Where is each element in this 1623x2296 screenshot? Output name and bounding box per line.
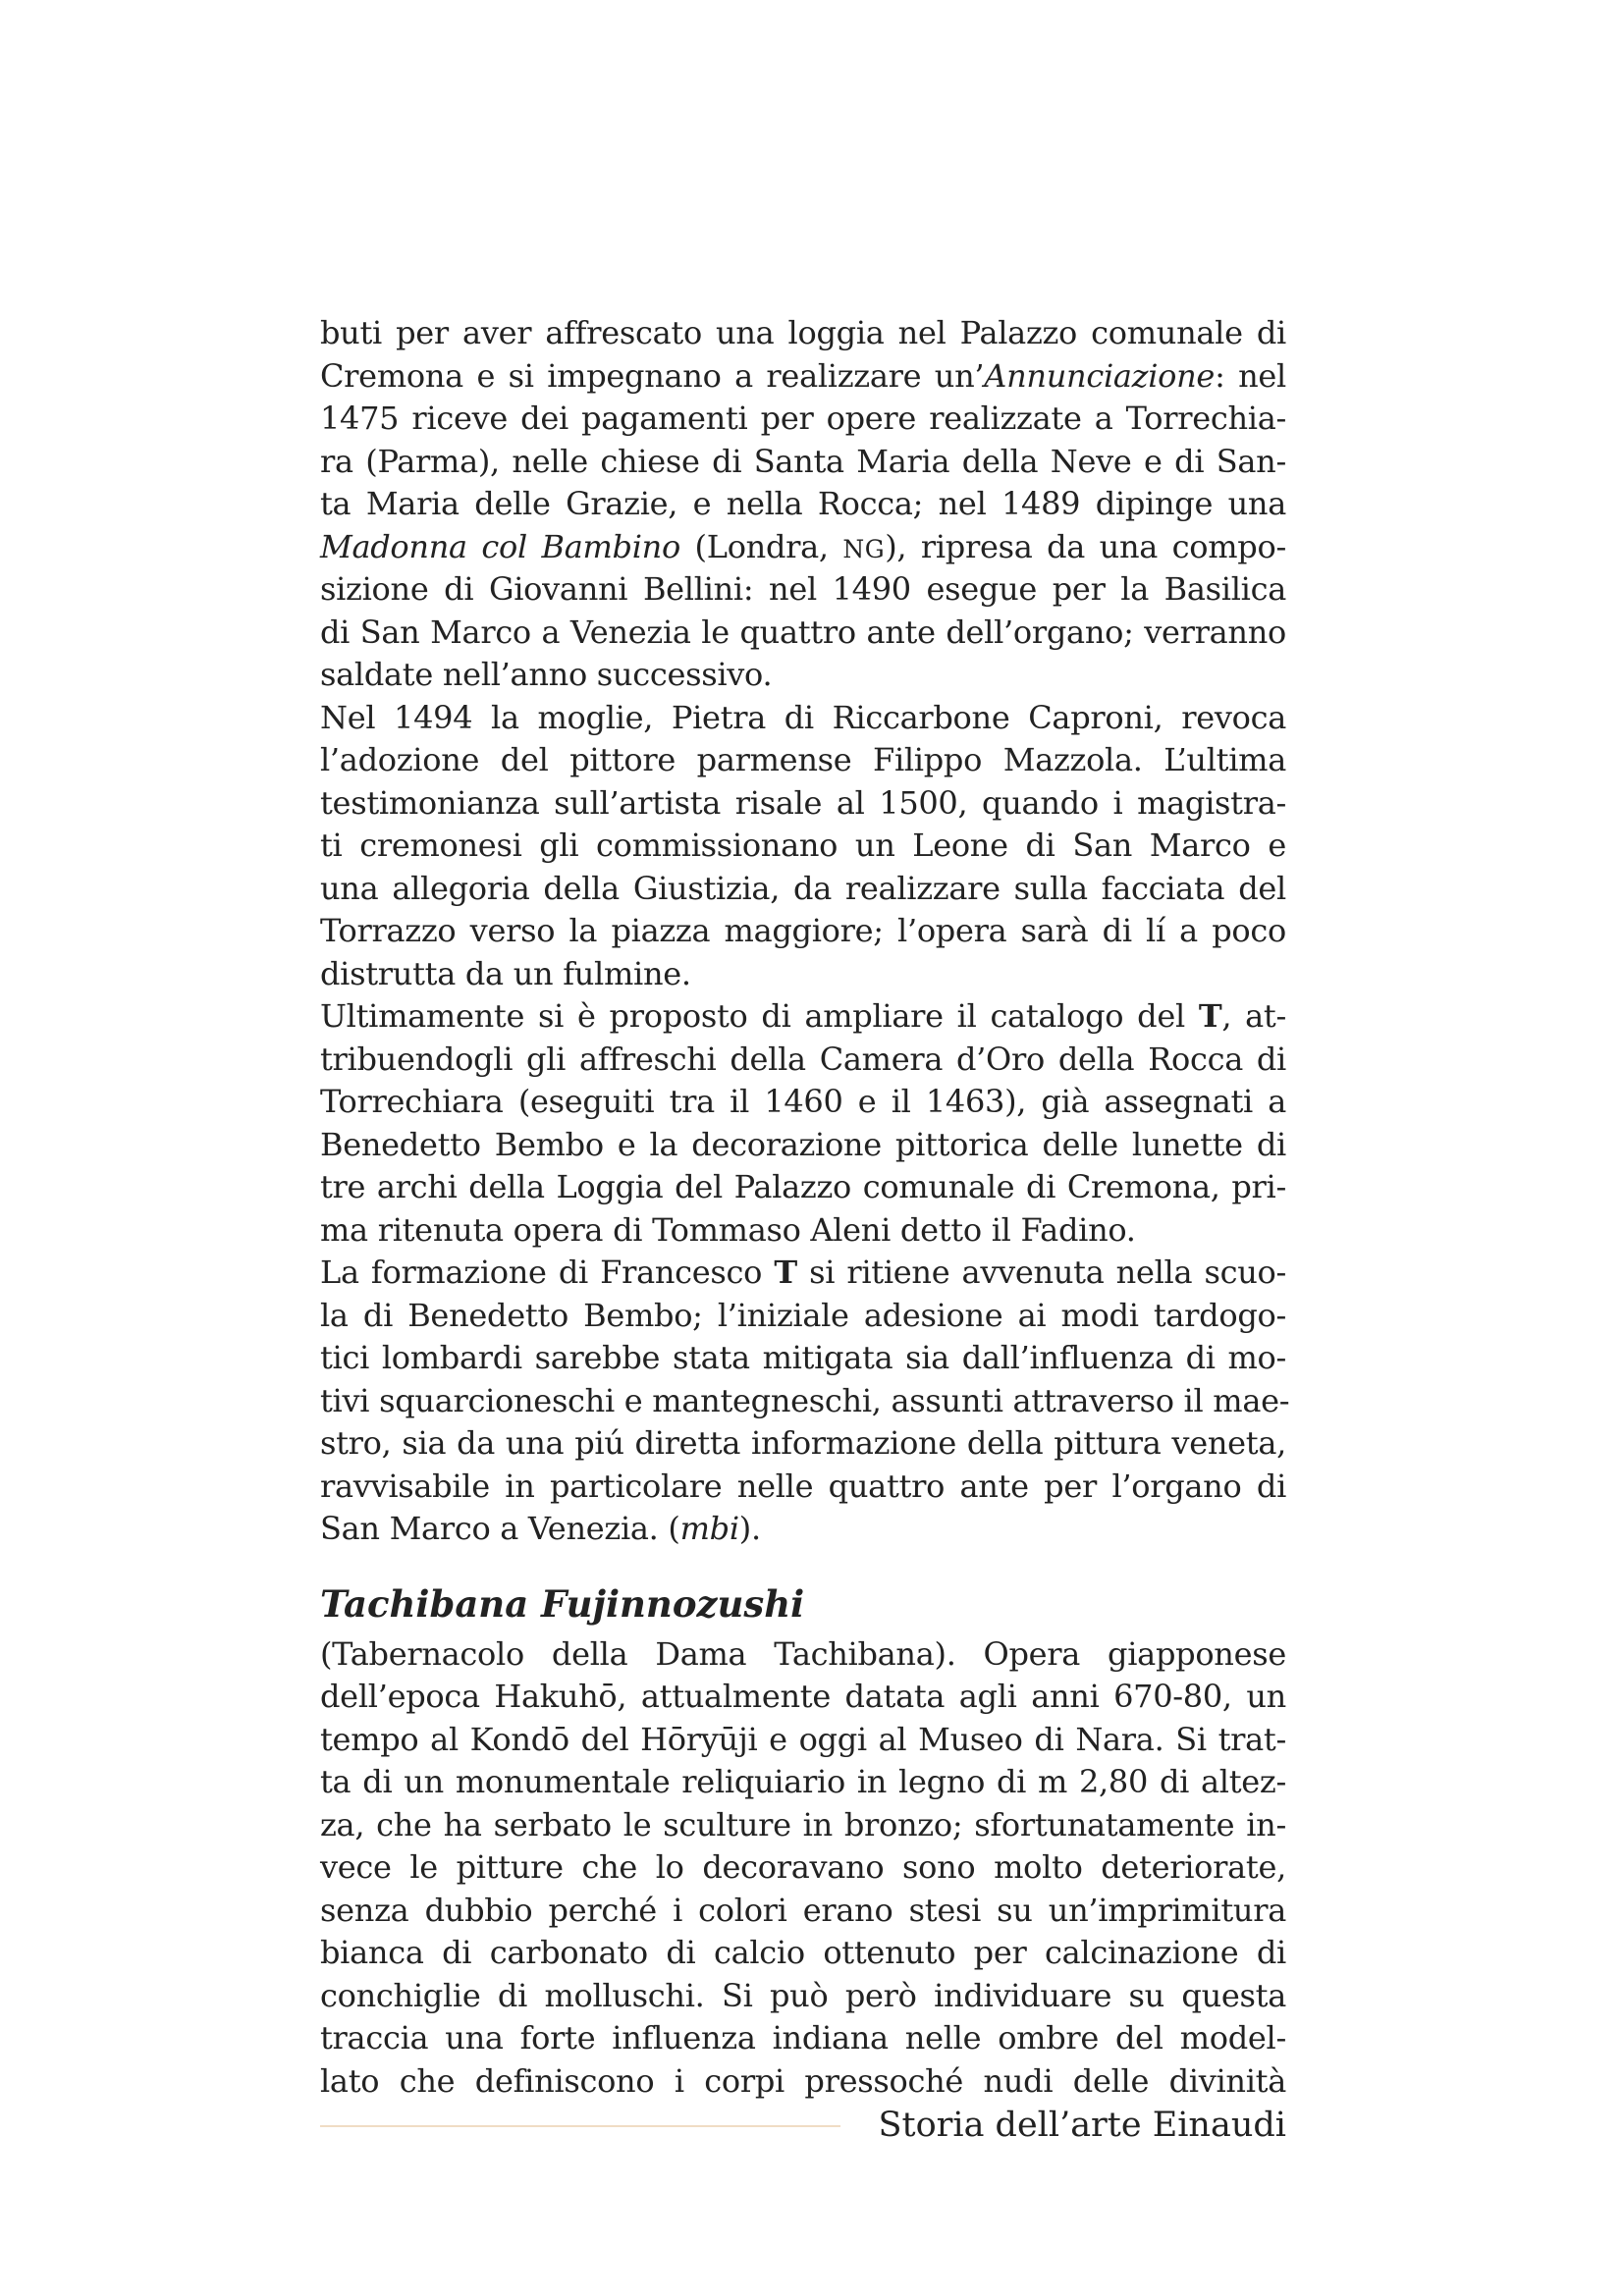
text-run: , at- xyxy=(1221,997,1286,1035)
text-run: Cremona e si impegnano a realizzare un’ xyxy=(320,356,985,395)
text-line xyxy=(320,953,1286,996)
text-run: testimonianza sull’artista risale al 1500, quando i magistra- xyxy=(320,783,1286,822)
text-line xyxy=(320,441,1286,484)
text-run: buti per aver affrescato una loggia nel Palazzo comunale di xyxy=(320,314,1286,351)
text-run: Torrazzo verso la piazza maggiore; l’opera sarà di lí a poco xyxy=(320,912,1286,949)
text-line xyxy=(320,355,1286,399)
text-line xyxy=(320,612,1286,655)
text-line xyxy=(320,1039,1286,1082)
text-run: tribuendogli gli affreschi della Camera d’Oro della Rocca di xyxy=(320,1040,1286,1078)
text-line xyxy=(320,1508,1286,1551)
text-run: vece le pitture che lo decoravano sono molto deteriorate, xyxy=(320,1848,1286,1886)
text-run: La formazione di Francesco xyxy=(320,1254,775,1291)
page-body xyxy=(320,312,1290,2100)
text-line xyxy=(320,568,1286,612)
text-run: stro, sia da una piú diretta informazione della pittura veneta, xyxy=(320,1424,1286,1462)
text-line xyxy=(320,1890,1286,1933)
text-line xyxy=(320,1466,1286,1509)
text-run: Benedetto Bembo e la decorazione pittorica delle lunette di xyxy=(320,1125,1286,1163)
text-line xyxy=(320,654,1286,697)
italic-title: Annunciazione xyxy=(984,356,1216,395)
text-run: (Tabernacolo della Dama Tachibana). Opera giapponese xyxy=(320,1634,1286,1673)
text-run: za, che ha serbato le sculture in bronzo; sfortunatamente in- xyxy=(320,1805,1286,1843)
bold-abbreviation: T xyxy=(1198,997,1222,1035)
text-run: distrutta da un fulmine. xyxy=(320,954,691,992)
text-run: ), ripresa da una compo- xyxy=(885,527,1286,565)
text-line xyxy=(320,697,1286,740)
text-run: una allegoria della Giustizia, da realizzare sulla facciata del xyxy=(320,869,1286,907)
text-line xyxy=(320,1209,1286,1253)
text-run: saldate nell’anno successivo. xyxy=(320,656,773,693)
text-run: ra (Parma), nelle chiese di Santa Maria della Neve e di San- xyxy=(320,442,1286,480)
smallcaps-abbreviation: NG xyxy=(842,534,886,563)
text-line xyxy=(320,1252,1286,1295)
text-run: dell’epoca Hakuhō, attualmente datata agli anni 670-80, un xyxy=(320,1678,1286,1715)
text-line xyxy=(320,1422,1286,1466)
page-footer xyxy=(320,2101,1286,2150)
text-run: senza dubbio perché i colori erano stesi su un’imprimitura xyxy=(320,1891,1286,1929)
text-run: traccia una forte influenza indiana nelle ombre del model- xyxy=(320,2019,1286,2056)
text-line xyxy=(320,1676,1286,1719)
text-line xyxy=(320,1081,1286,1124)
text-line xyxy=(320,739,1286,782)
text-run: (Londra, xyxy=(679,527,843,565)
text-line xyxy=(320,312,1286,355)
text-run: ta Maria delle Grazie, e nella Rocca; nel 1489 dipinge una xyxy=(320,485,1286,522)
text-run: tici lombardi sarebbe stata mitigata sia dall’influenza di mo- xyxy=(320,1339,1286,1376)
text-line xyxy=(320,398,1286,441)
text-line xyxy=(320,910,1286,953)
text-line xyxy=(320,825,1286,868)
text-line xyxy=(320,2060,1286,2104)
text-run: si ritiene avvenuta nella scuo- xyxy=(796,1254,1287,1291)
text-line xyxy=(320,1719,1286,1762)
text-line xyxy=(320,1295,1286,1338)
text-line xyxy=(320,782,1286,826)
text-line xyxy=(320,1124,1286,1167)
italic-title: mbi xyxy=(679,1510,739,1547)
text-line xyxy=(320,1846,1286,1890)
text-run: conchiglie di molluschi. Si può però individuare su questa xyxy=(320,1976,1286,2014)
text-run: ta di un monumentale reliquiario in legno di m 2,80 di altez- xyxy=(320,1763,1286,1800)
text-line xyxy=(320,1975,1286,2018)
text-run: bianca di carbonato di calcio ottenuto per calcinazione di xyxy=(320,1934,1286,1971)
text-run: Torrechiara (eseguiti tra il 1460 e il 1463), già assegnati a xyxy=(320,1083,1286,1120)
text-run: ). xyxy=(738,1510,761,1547)
text-line xyxy=(320,1932,1286,1975)
text-run: di San Marco a Venezia le quattro ante dell’organo; verranno xyxy=(320,613,1286,651)
text-line xyxy=(320,995,1286,1039)
text-line xyxy=(320,1380,1290,1423)
text-run: tivi squarcioneschi e mantegneschi, assunti attraverso il mae- xyxy=(320,1381,1290,1419)
text-line xyxy=(320,868,1286,911)
article-continuation xyxy=(320,312,1290,1551)
text-run: ravvisabile in particolare nelle quattro ante per l’organo di xyxy=(320,1467,1286,1505)
text-run: 1475 riceve dei pagamenti per opere realizzate a Torrechia- xyxy=(320,400,1286,437)
text-run: : nel xyxy=(1215,356,1286,395)
text-run: la di Benedetto Bembo; l’iniziale adesione ai modi tardogo- xyxy=(320,1296,1286,1334)
text-line xyxy=(320,483,1286,526)
text-run: San Marco a Venezia. ( xyxy=(320,1510,680,1547)
text-line xyxy=(320,1633,1286,1677)
text-line xyxy=(320,1166,1286,1209)
text-run: sizione di Giovanni Bellini: nel 1490 esegue per la Basilica xyxy=(320,570,1286,608)
text-line xyxy=(320,1761,1286,1804)
text-run: tempo al Kondō del Hōryūji e oggi al Museo di Nara. Si trat- xyxy=(320,1720,1286,1758)
footer-rule xyxy=(320,2125,840,2127)
text-run: ma ritenuta opera di Tommaso Aleni detto il Fadino. xyxy=(320,1210,1136,1249)
text-run: Nel 1494 la moglie, Pietra di Riccarbone Caproni, revoca xyxy=(320,698,1286,736)
text-line xyxy=(320,526,1286,569)
italic-title: Madonna col Bambino xyxy=(320,527,680,565)
text-line xyxy=(320,2017,1286,2060)
article-tachibana xyxy=(320,1633,1286,2104)
text-run: ti cremonesi gli commissionano un Leone di San Marco e xyxy=(320,827,1286,864)
text-run: Ultimamente si è proposto di ampliare il catalogo del xyxy=(320,997,1199,1035)
text-run: l’adozione del pittore parmense Filippo Mazzola. L’ultima xyxy=(320,741,1286,778)
text-line xyxy=(320,1337,1286,1380)
text-run: tre archi della Loggia del Palazzo comunale di Cremona, pri- xyxy=(320,1168,1286,1205)
text-line xyxy=(320,1804,1286,1847)
bold-abbreviation: T xyxy=(774,1254,797,1291)
footer-title: Storia dell’arte Einaudi xyxy=(878,2106,1286,2145)
entry-heading: Tachibana Fujinnozushi xyxy=(320,1581,805,1626)
text-run: lato che definiscono i corpi pressoché nudi delle divinità xyxy=(320,2061,1286,2100)
